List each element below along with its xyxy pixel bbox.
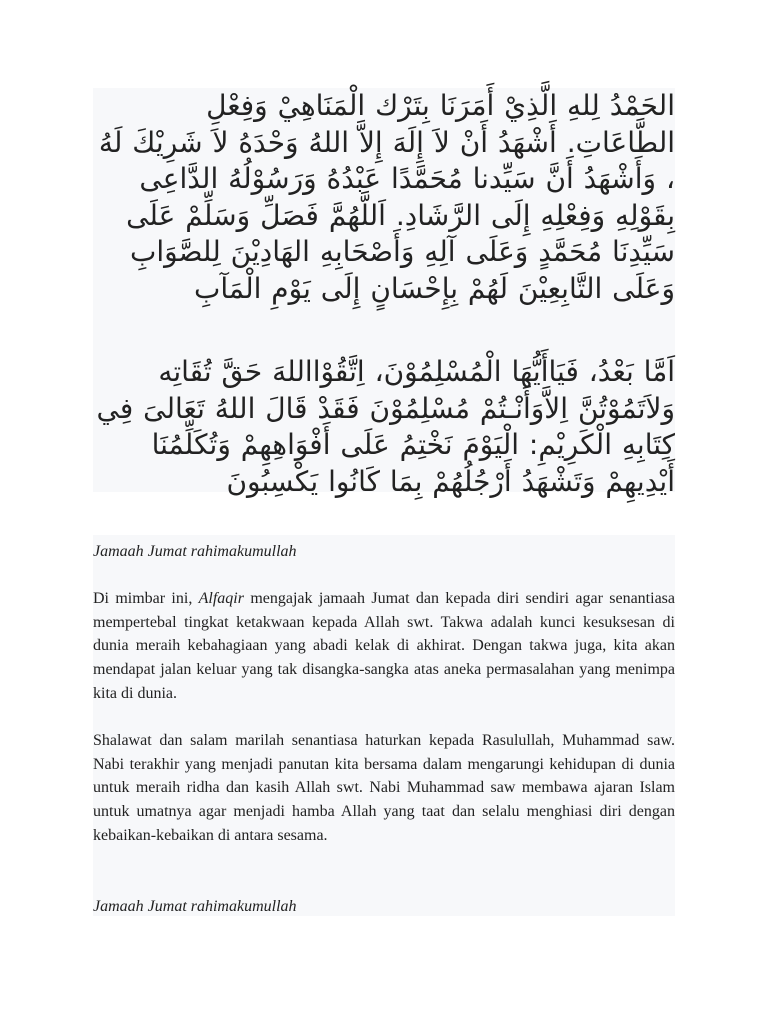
arabic-text-block [93,88,675,498]
arabic-opening-paragraph: الحَمْدُ لِلهِ الَّذِيْ أَمَرَنَا بِتَرْك الْمَنَاهِيْ وَفِعْلِ الطَّاعَاتِ. أَشْهَدُ أَنْ لاَ إِلَهَ إِلاَّ اللهُ وَحْدَهُ لاَ شَرِيْكَ لَهُ ، وَأَشْهَدُ أَنَّ سَيِّدنا مُحَمَّدًا عَبْدُهُ وَرَسُوْلُهُ الدَّاعِى بِقَوْلِهِ وَفِعْلِهِ إِلَى الرَّشَادِ. اَللَّهُمَّ فَصَلِّ وَسَلِّمْ عَلَى سَيِّدِنَا مُحَمَّدٍ وَعَلَى آلِهِ وَأَصْحَابِهِ الهَادِيْنَ لِلصَّوَابِ وَعَلَى التَّابِعِيْنَ لَهُمْ بِإِحْسَانٍ إِلَى يَوْمِ الْمَآبِ [98,89,675,305]
paragraph-1-body: mengajak jamaah Jumat dan kepada diri sendiri agar senantiasa mempertebal tingkat ketakwaan kepada Allah swt. Takwa adalah kunci kesuksesan di dunia meraih kebahagiaan yang abadi kelak di akhirat. Dengan takwa juga, kita akan mendapat jalan keluar yang tak disangka-sangka atas aneka permasalahan yang menimpa kita di dunia. [93,590,675,702]
paragraph-1-opening: Di mimbar ini, [93,590,199,607]
greeting-heading-2: Jamaah Jumat rahimakumullah [93,898,297,915]
sermon-paragraph-1 [93,587,675,706]
greeting-heading: Jamaah Jumat rahimakumullah [93,543,297,560]
arabic-second-paragraph: اَمَّا بَعْدُ، فَيَاأَيُّهَا الْمُسْلِمُوْنَ، اِتَّقُوْااللهَ حَقَّ تُقَاتِه وَلاَتَمُوْتُنَّ اِلاَّوَأَنْـتُمْ مُسْلِمُوْنَ فَقَدْ قَالَ اللهُ تَعَالىَ فِي كِتَابِهِ الْكَرِيْمِ: الْيَوْمَ نَخْتِمُ عَلَى أَفْوَاهِهِمْ وَتُكَلِّمُنَا أَيْدِيهِمْ وَتَشْهَدُ أَرْجُلُهُمْ بِمَا كَانُوا يَكْسِبُونَ [96,355,675,498]
sermon-text-block [93,535,675,916]
sermon-paragraph-2: Shalawat dan salam marilah senantiasa haturkan kepada Rasulullah, Muhammad saw. Nabi terakhir yang menjadi panutan kita bersama dalam mengarungi kehidupan di dunia untuk meraih ridha dan kasih Allah swt. Nabi Muhammad saw membawa ajaran Islam untuk umatnya agar menjadi hamba Allah yang taat dan selalu menghiasi diri dengan kebaikan-kebaikan di antara sesama. [93,732,675,844]
alfaqir-word: Alfaqir [198,590,244,607]
